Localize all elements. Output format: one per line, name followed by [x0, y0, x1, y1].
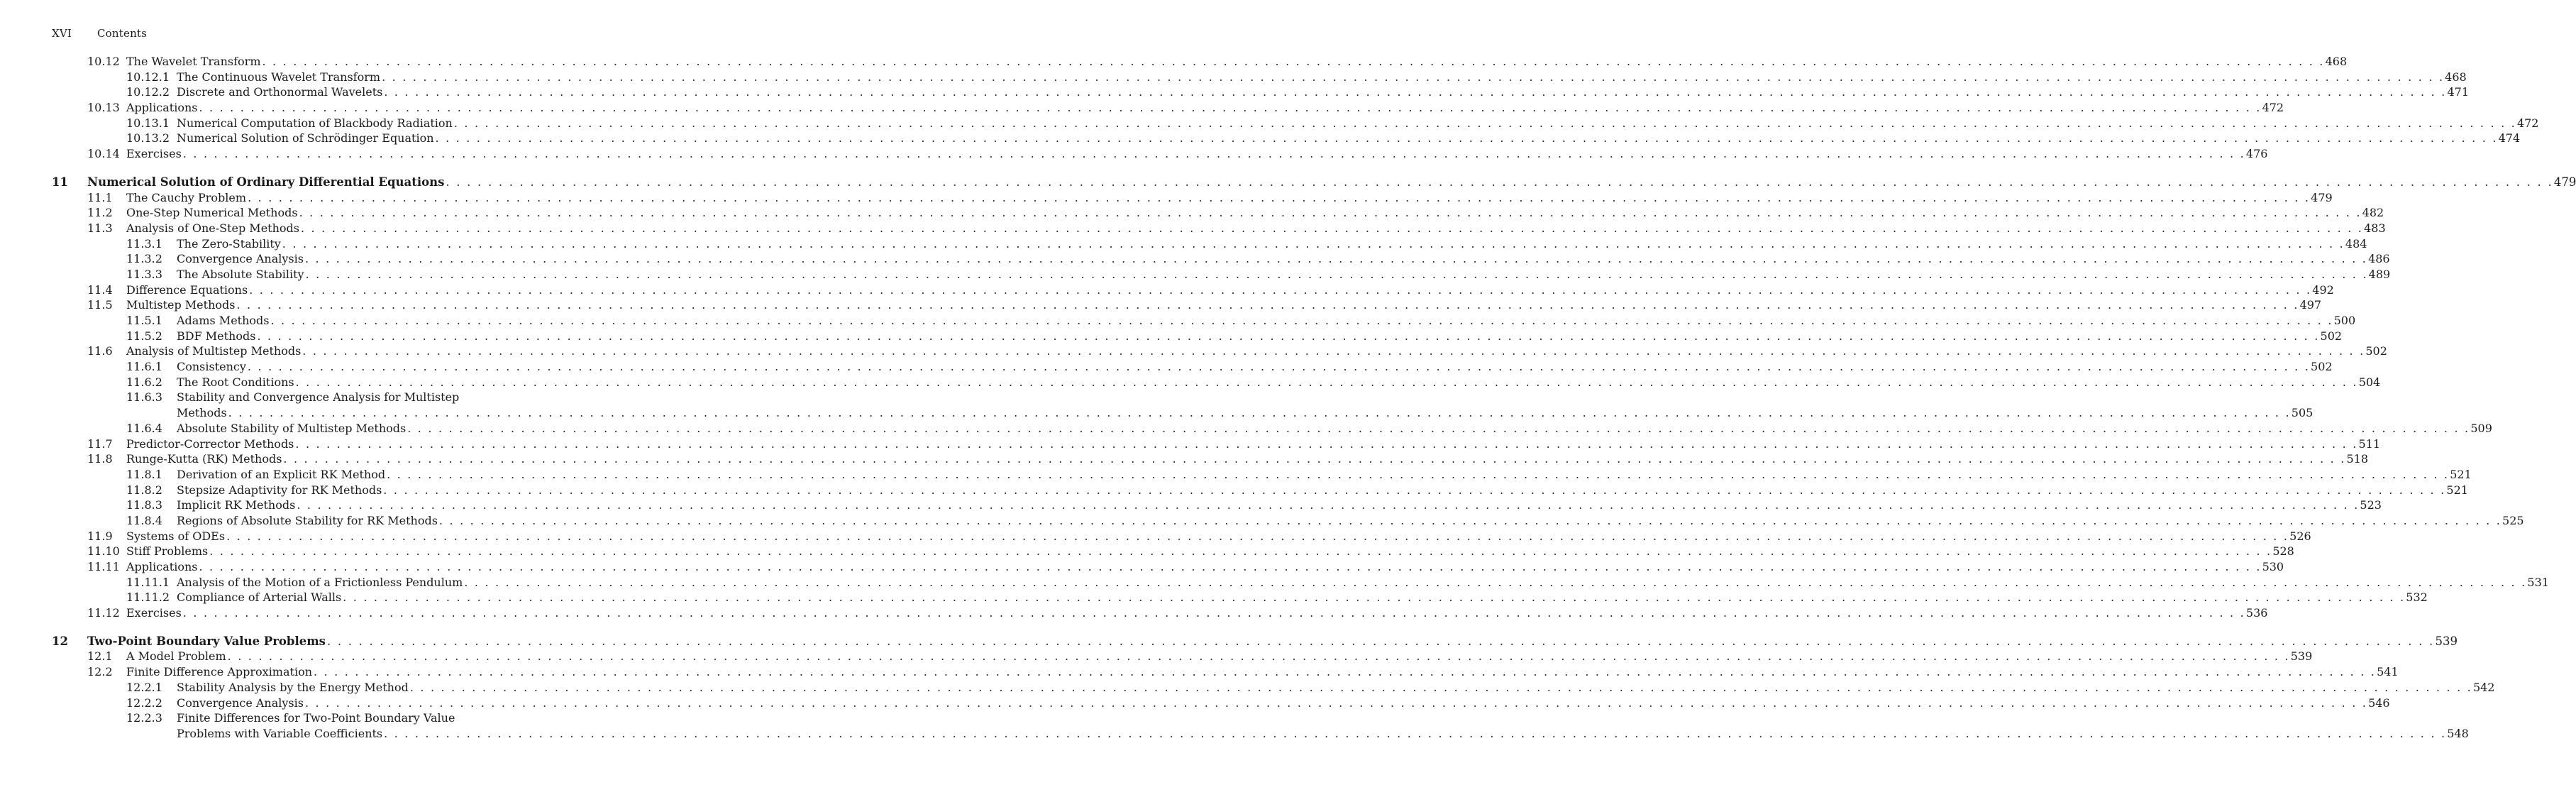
toc-entry[interactable]	[52, 467, 2472, 483]
entry-title: Absolute Stability of Multistep Methods	[177, 421, 407, 435]
dot-leader: . . . . . . . . . . . . . . . . . . . . . . . . . . . . . . . . . . . . . . . . . . . . . . . . . . . . . . . . . . . . . . . . . . . . . . . . . . . . . . . . . . . . . . . . . . . . . . . . . . . . . . . . . . . . . . . . . . . . . . . . . . . . . . . . . . . . . . . . . . . . . . . . . . . . . . . . . . . . . . . . . . . . . . . . . . . . . . . . . . . . . . . . . . . . . . . . . . . . . . . .	[384, 726, 2447, 740]
toc-entry[interactable]	[52, 575, 2549, 590]
section-gap	[52, 162, 528, 175]
entry-number: 11.6.1	[126, 360, 162, 374]
dot-leader: . . . . . . . . . . . . . . . . . . . . . . . . . . . . . . . . . . . . . . . . . . . . . . . . . . . . . . . . . . . . . . . . . . . . . . . . . . . . . . . . . . . . . . . . . . . . . . . . . . . . . . . . . . . . . . . . . . . . . . . . . . . . . . . . . . . . . . . . . . . . . . . . . . . . . . . . . . . . . . . . . . . . . . . . . . . . . . . . . . . . . . . . . . . . . . . . . . . . . . . .	[304, 252, 2368, 266]
entry-page-number: 483	[2364, 221, 2386, 235]
toc-entry[interactable]	[52, 513, 2524, 529]
entry-title-line	[177, 405, 2314, 421]
dot-leader: . . . . . . . . . . . . . . . . . . . . . . . . . . . . . . . . . . . . . . . . . . . . . . . . . . . . . . . . . . . . . . . . . . . . . . . . . . . . . . . . . . . . . . . . . . . . . . . . . . . . . . . . . . . . . . . . . . . . . . . . . . . . . . . . . . . . . . . . . . . . . . . . . . . . . . . . . . . . . . . . . . . . . . . . . . . . . . . . . . . . . . . . . . . . . . . . . . . . . . . .	[383, 483, 2446, 497]
entry-number: 11.9	[87, 529, 113, 543]
entry-page-number: 472	[2516, 116, 2539, 130]
dot-leader: . . . . . . . . . . . . . . . . . . . . . . . . . . . . . . . . . . . . . . . . . . . . . . . . . . . . . . . . . . . . . . . . . . . . . . . . . . . . . . . . . . . . . . . . . . . . . . . . . . . . . . . . . . . . . . . . . . . . . . . . . . . . . . . . . . . . . . . . . . . . . . . . . . . . . . . . . . . . . . . . . . . . . . . . . . . . . . . . . . . . . . . . . . . . . . . . . . . . . . . .	[228, 406, 2291, 420]
dot-leader: . . . . . . . . . . . . . . . . . . . . . . . . . . . . . . . . . . . . . . . . . . . . . . . . . . . . . . . . . . . . . . . . . . . . . . . . . . . . . . . . . . . . . . . . . . . . . . . . . . . . . . . . . . . . . . . . . . . . . . . . . . . . . . . . . . . . . . . . . . . . . . . . . . . . . . . . . . . . . . . . . . . . . . . . . . . . . . . . . . . . . . . . . . . . . . . . . . . . . . . .	[227, 649, 2290, 664]
entry-title-line	[177, 390, 459, 405]
toc-entry[interactable]	[52, 70, 2467, 85]
toc-entry[interactable]	[52, 313, 2356, 329]
entry-title-line	[177, 116, 2539, 131]
entry-title-line	[126, 146, 2268, 162]
dot-leader: . . . . . . . . . . . . . . . . . . . . . . . . . . . . . . . . . . . . . . . . . . . . . . . . . . . . . . . . . . . . . . . . . . . . . . . . . . . . . . . . . . . . . . . . . . . . . . . . . . . . . . . . . . . . . . . . . . . . . . . . . . . . . . . . . . . . . . . . . . . . . . . . . . . . . . . . . . . . . . . . . . . . . . . . . . . . . . . . . . . . . . . . . . . . . . . . . . . . . . . .	[304, 696, 2368, 710]
entry-title: Runge-Kutta (RK) Methods	[126, 452, 282, 466]
entry-number: 11.8.2	[126, 483, 162, 497]
entry-number: 11.8.3	[126, 498, 162, 512]
entry-title: Multistep Methods	[126, 298, 236, 312]
entry-title: Applications	[126, 101, 198, 115]
toc-entry[interactable]	[52, 451, 2369, 467]
entry-title-line	[126, 297, 2322, 313]
header-title: Contents	[97, 27, 148, 40]
entry-number: 11.7	[87, 436, 113, 451]
toc-entry[interactable]	[52, 649, 2313, 664]
entry-number: 11.5.1	[126, 314, 162, 327]
dot-leader: . . . . . . . . . . . . . . . . . . . . . . . . . . . . . . . . . . . . . . . . . . . . . . . . . . . . . . . . . . . . . . . . . . . . . . . . . . . . . . . . . . . . . . . . . . . . . . . . . . . . . . . . . . . . . . . . . . . . . . . . . . . . . . . . . . . . . . . . . . . . . . . . . . . . . . . . . . . . . . . . . . . . . . . . . . . . . . . . . . . . . . . . . . . . . . . . . . . . . . . .	[199, 101, 2262, 115]
entry-number: 11.2	[87, 206, 113, 220]
toc-entry[interactable]	[52, 131, 2521, 146]
dot-leader: . . . . . . . . . . . . . . . . . . . . . . . . . . . . . . . . . . . . . . . . . . . . . . . . . . . . . . . . . . . . . . . . . . . . . . . . . . . . . . . . . . . . . . . . . . . . . . . . . . . . . . . . . . . . . . . . . . . . . . . . . . . . . . . . . . . . . . . . . . . . . . . . . . . . . . . . . . . . . . . . . . . . . . . . . . . . . . . . . . . . . . . . . . . . . . . . . . . . . . . .	[384, 85, 2447, 99]
toc-entry[interactable]	[52, 251, 2390, 267]
entry-page-number: 497	[2299, 298, 2322, 312]
dot-leader: . . . . . . . . . . . . . . . . . . . . . . . . . . . . . . . . . . . . . . . . . . . . . . . . . . . . . . . . . . . . . . . . . . . . . . . . . . . . . . . . . . . . . . . . . . . . . . . . . . . . . . . . . . . . . . . . . . . . . . . . . . . . . . . . . . . . . . . . . . . . . . . . . . . . . . . . . . . . . . . . . . . . . . . . . . . . . . . . . . . . . . . . . . . . . . . . . . . . . . . .	[295, 375, 2358, 389]
entry-title: Difference Equations	[126, 282, 248, 297]
entry-title-line	[177, 236, 2367, 252]
toc-entry[interactable]	[52, 190, 2333, 206]
entry-title: Derivation of an Explicit RK Method	[177, 467, 386, 481]
dot-leader: . . . . . . . . . . . . . . . . . . . . . . . . . . . . . . . . . . . . . . . . . . . . . . . . . . . . . . . . . . . . . . . . . . . . . . . . . . . . . . . . . . . . . . . . . . . . . . . . . . . . . . . . . . . . . . . . . . . . . . . . . . . . . . . . . . . . . . . . . . . . . . . . . . . . . . . . . . . . . . . . . . . . . . . . . . . . . . . . . . . . . . . . . . . . . . . . . . . . . . . .	[343, 590, 2406, 605]
toc-entry[interactable]	[52, 390, 528, 405]
toc-entry[interactable]	[52, 726, 2469, 742]
toc-entry[interactable]	[52, 221, 2386, 236]
dot-leader: . . . . . . . . . . . . . . . . . . . . . . . . . . . . . . . . . . . . . . . . . . . . . . . . . . . . . . . . . . . . . . . . . . . . . . . . . . . . . . . . . . . . . . . . . . . . . . . . . . . . . . . . . . . . . . . . . . . . . . . . . . . . . . . . . . . . . . . . . . . . . . . . . . . . . . . . . . . . . . . . . . . . . . . . . . . . . . . . . . . . . . . . . . . . . . . . . . . . . . . .	[282, 236, 2345, 251]
toc-entry[interactable]	[52, 116, 2539, 131]
dot-leader: . . . . . . . . . . . . . . . . . . . . . . . . . . . . . . . . . . . . . . . . . . . . . . . . . . . . . . . . . . . . . . . . . . . . . . . . . . . . . . . . . . . . . . . . . . . . . . . . . . . . . . . . . . . . . . . . . . . . . . . . . . . . . . . . . . . . . . . . . . . . . . . . . . . . . . . . . . . . . . . . . . . . . . . . . . . . . . . . . . . . . . . . . . . . . . . . . . . . . . . .	[305, 267, 2368, 281]
dot-leader: . . . . . . . . . . . . . . . . . . . . . . . . . . . . . . . . . . . . . . . . . . . . . . . . . . . . . . . . . . . . . . . . . . . . . . . . . . . . . . . . . . . . . . . . . . . . . . . . . . . . . . . . . . . . . . . . . . . . . . . . . . . . . . . . . . . . . . . . . . . . . . . . . . . . . . . . . . . . . . . . . . . . . . . . . . . . . . . . . . . . . . . . . . . . . . . . . . . . . . . .	[464, 575, 2527, 589]
dot-leader: . . . . . . . . . . . . . . . . . . . . . . . . . . . . . . . . . . . . . . . . . . . . . . . . . . . . . . . . . . . . . . . . . . . . . . . . . . . . . . . . . . . . . . . . . . . . . . . . . . . . . . . . . . . . . . . . . . . . . . . . . . . . . . . . . . . . . . . . . . . . . . . . . . . . . . . . . . . . . . . . . . . . . . . . . . . . . . . . . . . . . . . . . . . . . . . . . . . . . . . .	[297, 498, 2360, 512]
entry-number: 11.11	[87, 560, 120, 573]
entry-number: 11	[52, 175, 68, 189]
entry-title-line	[177, 467, 2472, 483]
dot-leader: . . . . . . . . . . . . . . . . . . . . . . . . . . . . . . . . . . . . . . . . . . . . . . . . . . . . . . . . . . . . . . . . . . . . . . . . . . . . . . . . . . . . . . . . . . . . . . . . . . . . . . . . . . . . . . . . . . . . . . . . . . . . . . . . . . . . . . . . . . . . . . . . . . . . . . . . . . . . . . . . . . . . . . . . . . . . . . . . . . . . . . . . . . . . . . . . . . . . . . . .	[262, 55, 2325, 68]
toc-entry[interactable]	[52, 343, 2387, 359]
entry-number: 11.1	[87, 190, 113, 204]
entry-page-number: 492	[2312, 282, 2334, 297]
entry-title-line	[177, 575, 2549, 590]
entry-title: One-Step Numerical Methods	[126, 206, 298, 220]
entry-title: Convergence Analysis	[177, 252, 304, 266]
toc-entry[interactable]	[52, 267, 2391, 282]
entry-title-line	[177, 590, 2428, 605]
entry-title: The Continuous Wavelet Transform	[177, 70, 381, 84]
entry-page-number: 530	[2262, 560, 2284, 573]
entry-number: 11.11.2	[126, 590, 170, 605]
entry-number: 11.11.1	[126, 575, 170, 589]
entry-title: Numerical Solution of Schrödinger Equation	[177, 131, 434, 145]
entry-page-number: 523	[2360, 498, 2382, 512]
toc-entry[interactable]	[52, 590, 2428, 605]
entry-title: The Root Conditions	[177, 375, 294, 389]
dot-leader: . . . . . . . . . . . . . . . . . . . . . . . . . . . . . . . . . . . . . . . . . . . . . . . . . . . . . . . . . . . . . . . . . . . . . . . . . . . . . . . . . . . . . . . . . . . . . . . . . . . . . . . . . . . . . . . . . . . . . . . . . . . . . . . . . . . . . . . . . . . . . . . . . . . . . . . . . . . . . . . . . . . . . . . . . . . . . . . . . . . . . . . . . . . . . . . . . . . . . . . .	[300, 221, 2364, 235]
dot-leader: . . . . . . . . . . . . . . . . . . . . . . . . . . . . . . . . . . . . . . . . . . . . . . . . . . . . . . . . . . . . . . . . . . . . . . . . . . . . . . . . . . . . . . . . . . . . . . . . . . . . . . . . . . . . . . . . . . . . . . . . . . . . . . . . . . . . . . . . . . . . . . . . . . . . . . . . . . . . . . . . . . . . . . . . . . . . . . . . . . . . . . . . . . . . . . . . . . . . . . . .	[270, 314, 2333, 327]
dot-leader: . . . . . . . . . . . . . . . . . . . . . . . . . . . . . . . . . . . . . . . . . . . . . . . . . . . . . . . . . . . . . . . . . . . . . . . . . . . . . . . . . . . . . . . . . . . . . . . . . . . . . . . . . . . . . . . . . . . . . . . . . . . . . . . . . . . . . . . . . . . . . . . . . . . . . . . . . . . . . . . . . . . . . . . . . . . . . . . . . . . . . . . . . . . . . . . . . . . . . . . .	[226, 529, 2289, 543]
dot-leader: . . . . . . . . . . . . . . . . . . . . . . . . . . . . . . . . . . . . . . . . . . . . . . . . . . . . . . . . . . . . . . . . . . . . . . . . . . . . . . . . . . . . . . . . . . . . . . . . . . . . . . . . . . . . . . . . . . . . . . . . . . . . . . . . . . . . . . . . . . . . . . . . . . . . . . . . . . . . . . . . . . . . . . . . . . . . . . . . . . . . . . . . . . . . . . . . . . . . . . . .	[382, 70, 2445, 84]
entry-title: Numerical Computation of Blackbody Radiation	[177, 116, 453, 130]
entry-page-number: 505	[2291, 406, 2314, 420]
entry-page-number: 479	[2553, 175, 2576, 189]
entry-title-line	[126, 54, 2348, 70]
entry-page-number: 471	[2447, 85, 2469, 99]
entry-number: 10.13	[87, 101, 120, 115]
entry-number: 11.12	[87, 606, 120, 620]
entry-title: BDF Methods	[177, 329, 256, 343]
entry-title-line	[177, 696, 2390, 711]
dot-leader: . . . . . . . . . . . . . . . . . . . . . . . . . . . . . . . . . . . . . . . . . . . . . . . . . . . . . . . . . . . . . . . . . . . . . . . . . . . . . . . . . . . . . . . . . . . . . . . . . . . . . . . . . . . . . . . . . . . . . . . . . . . . . . . . . . . . . . . . . . . . . . . . . . . . . . . . . . . . . . . . . . . . . . . . . . . . . . . . . . . . . . . . . . . . . . . . . . . . . . . .	[248, 190, 2311, 204]
dot-leader: . . . . . . . . . . . . . . . . . . . . . . . . . . . . . . . . . . . . . . . . . . . . . . . . . . . . . . . . . . . . . . . . . . . . . . . . . . . . . . . . . . . . . . . . . . . . . . . . . . . . . . . . . . . . . . . . . . . . . . . . . . . . . . . . . . . . . . . . . . . . . . . . . . . . . . . . . . . . . . . . . . . . . . . . . . . . . . . . . . . . . . . . . . . . . . . . . . . . . . . .	[299, 206, 2362, 220]
entry-title-line	[126, 451, 2369, 467]
entry-title-line	[126, 190, 2333, 206]
entry-number: 12.1	[87, 649, 113, 664]
toc-entry[interactable]	[52, 100, 2284, 116]
entry-title-line	[126, 664, 2399, 680]
toc-entry[interactable]	[52, 544, 2294, 559]
entry-title: Consistency	[177, 360, 246, 374]
entry-title-line	[126, 559, 2284, 575]
entry-number: 11.3	[87, 221, 113, 235]
entry-title-line	[177, 483, 2468, 498]
entry-title: Predictor-Corrector Methods	[126, 436, 294, 451]
toc-entry[interactable]	[52, 84, 2469, 100]
toc-chapter-entry[interactable]	[52, 634, 2458, 649]
entry-title-line	[126, 100, 2284, 116]
entry-title: Methods	[177, 406, 227, 420]
entry-title-line	[177, 251, 2390, 267]
entry-page-number: 548	[2447, 726, 2469, 740]
entry-number: 10.12.2	[126, 85, 170, 99]
entry-number: 10.12	[87, 55, 120, 68]
entry-title-line	[177, 70, 2467, 85]
entry-title: Regions of Absolute Stability for RK Methods	[177, 513, 438, 527]
entry-number: 10.12.1	[126, 70, 170, 84]
entry-page-number: 518	[2346, 452, 2369, 466]
dot-leader: . . . . . . . . . . . . . . . . . . . . . . . . . . . . . . . . . . . . . . . . . . . . . . . . . . . . . . . . . . . . . . . . . . . . . . . . . . . . . . . . . . . . . . . . . . . . . . . . . . . . . . . . . . . . . . . . . . . . . . . . . . . . . . . . . . . . . . . . . . . . . . . . . . . . . . . . . . . . . . . . . . . . . . . . . . . . . . . . . . . . . . . . . . . . . . . . . . . . . . . .	[236, 298, 2299, 312]
entry-title-line	[126, 529, 2311, 544]
entry-title: Problems with Variable Coefficients	[177, 726, 383, 740]
entry-number: 12	[52, 634, 68, 648]
entry-title: Analysis of Multistep Methods	[126, 344, 302, 358]
entry-number: 11.4	[87, 282, 113, 297]
entry-page-number: 539	[2290, 649, 2313, 664]
entry-title-line	[87, 175, 2576, 190]
dot-leader: . . . . . . . . . . . . . . . . . . . . . . . . . . . . . . . . . . . . . . . . . . . . . . . . . . . . . . . . . . . . . . . . . . . . . . . . . . . . . . . . . . . . . . . . . . . . . . . . . . . . . . . . . . . . . . . . . . . . . . . . . . . . . . . . . . . . . . . . . . . . . . . . . . . . . . . . . . . . . . . . . . . . . . . . . . . . . . . . . . . . . . . . . . . . . . . . . . . . . . . .	[295, 436, 2358, 451]
dot-leader: . . . . . . . . . . . . . . . . . . . . . . . . . . . . . . . . . . . . . . . . . . . . . . . . . . . . . . . . . . . . . . . . . . . . . . . . . . . . . . . . . . . . . . . . . . . . . . . . . . . . . . . . . . . . . . . . . . . . . . . . . . . . . . . . . . . . . . . . . . . . . . . . . . . . . . . . . . . . . . . . . . . . . . . . . . . . . . . . . . . . . . . . . . . . . . . . . . . . . . . .	[209, 544, 2272, 559]
entry-title: Numerical Solution of Ordinary Differential Equations	[87, 175, 445, 189]
table-of-contents	[52, 54, 2576, 742]
entry-page-number: 476	[2245, 147, 2268, 161]
entry-number: 11.6	[87, 344, 113, 358]
entry-page-number: 486	[2368, 252, 2390, 266]
entry-title-line	[126, 343, 2387, 359]
entry-title-line	[177, 498, 2382, 513]
entry-page-number: 504	[2358, 375, 2381, 389]
toc-entry[interactable]	[52, 375, 2381, 390]
entry-page-number: 502	[2311, 360, 2333, 374]
entry-number: 11.3.1	[126, 236, 162, 251]
entry-title: Finite Difference Approximation	[126, 665, 312, 679]
dot-leader: . . . . . . . . . . . . . . . . . . . . . . . . . . . . . . . . . . . . . . . . . . . . . . . . . . . . . . . . . . . . . . . . . . . . . . . . . . . . . . . . . . . . . . . . . . . . . . . . . . . . . . . . . . . . . . . . . . . . . . . . . . . . . . . . . . . . . . . . . . . . . . . . . . . . . . . . . . . . . . . . . . . . . . . . . . . . . . . . . . . . . . . . . . . . . . . . . . . . . . . .	[438, 513, 2502, 527]
entry-page-number: 489	[2368, 267, 2391, 281]
entry-page-number: 539	[2435, 634, 2458, 648]
toc-entry[interactable]	[52, 205, 2384, 221]
entry-title: Analysis of the Motion of a Frictionless Pendulum	[177, 575, 463, 589]
entry-page-number: 468	[2445, 70, 2467, 84]
toc-entry[interactable]	[52, 559, 2284, 575]
entry-title: A Model Problem	[126, 649, 226, 664]
entry-page-number: 500	[2333, 314, 2356, 327]
entry-title: The Wavelet Transform	[126, 55, 261, 68]
entry-title: Analysis of One-Step Methods	[126, 221, 299, 235]
dot-leader: . . . . . . . . . . . . . . . . . . . . . . . . . . . . . . . . . . . . . . . . . . . . . . . . . . . . . . . . . . . . . . . . . . . . . . . . . . . . . . . . . . . . . . . . . . . . . . . . . . . . . . . . . . . . . . . . . . . . . . . . . . . . . . . . . . . . . . . . . . . . . . . . . . . . . . . . . . . . . . . . . . . . . . . . . . . . . . . . . . . . . . . . . . . . . . . . . . . . . . . .	[409, 680, 2472, 694]
entry-page-number: 542	[2472, 680, 2495, 694]
dot-leader: . . . . . . . . . . . . . . . . . . . . . . . . . . . . . . . . . . . . . . . . . . . . . . . . . . . . . . . . . . . . . . . . . . . . . . . . . . . . . . . . . . . . . . . . . . . . . . . . . . . . . . . . . . . . . . . . . . . . . . . . . . . . . . . . . . . . . . . . . . . . . . . . . . . . . . . . . . . . . . . . . . . . . . . . . . . . . . . . . . . . . . . . . . . . . . . . . . . . . . . .	[257, 329, 2320, 343]
entry-title: The Zero-Stability	[177, 236, 281, 251]
entry-number: 12.2	[87, 665, 113, 679]
entry-page-number: 484	[2345, 236, 2367, 251]
dot-leader: . . . . . . . . . . . . . . . . . . . . . . . . . . . . . . . . . . . . . . . . . . . . . . . . . . . . . . . . . . . . . . . . . . . . . . . . . . . . . . . . . . . . . . . . . . . . . . . . . . . . . . . . . . . . . . . . . . . . . . . . . . . . . . . . . . . . . . . . . . . . . . . . . . . . . . . . . . . . . . . . . . . . . . . . . . . . . . . . . . . . . . . . . . . . . . . . . . . . . . . .	[247, 360, 2311, 374]
entry-title: Exercises	[126, 606, 182, 620]
toc-entry[interactable]	[52, 359, 2333, 375]
entry-title-line	[177, 313, 2356, 329]
entry-title: Stiff Problems	[126, 544, 209, 559]
entry-page-number: 468	[2325, 55, 2348, 68]
toc-entry[interactable]	[52, 329, 2343, 344]
entry-title: Applications	[126, 560, 198, 573]
entry-page-number: 532	[2406, 590, 2428, 605]
entry-title: The Absolute Stability	[177, 267, 304, 281]
entry-number: 10.14	[87, 147, 120, 161]
entry-title: Discrete and Orthonormal Wavelets	[177, 85, 383, 99]
entry-title: The Cauchy Problem	[126, 190, 247, 204]
toc-entry[interactable]	[52, 710, 528, 726]
entry-title: Compliance of Arterial Walls	[177, 590, 342, 605]
entry-title-line	[126, 605, 2268, 621]
entry-title-line	[177, 359, 2333, 375]
entry-page-number: 474	[2498, 131, 2521, 145]
entry-title-line	[126, 282, 2334, 298]
entry-title-line	[126, 221, 2386, 236]
entry-page-number: 511	[2358, 436, 2381, 451]
entry-page-number: 472	[2262, 101, 2284, 115]
entry-title: Convergence Analysis	[177, 696, 304, 710]
entry-title-line	[177, 726, 2469, 742]
section-gap	[52, 621, 528, 634]
dot-leader: . . . . . . . . . . . . . . . . . . . . . . . . . . . . . . . . . . . . . . . . . . . . . . . . . . . . . . . . . . . . . . . . . . . . . . . . . . . . . . . . . . . . . . . . . . . . . . . . . . . . . . . . . . . . . . . . . . . . . . . . . . . . . . . . . . . . . . . . . . . . . . . . . . . . . . . . . . . . . . . . . . . . . . . . . . . . . . . . . . . . . . . . . . . . . . . . . . . . . . . .	[182, 147, 2245, 161]
entry-title-line	[126, 205, 2384, 221]
entry-title-line	[177, 375, 2381, 390]
entry-number: 10.13.1	[126, 116, 170, 130]
entry-title-line	[177, 131, 2521, 146]
toc-chapter-entry[interactable]	[52, 175, 2576, 190]
entry-title-line	[177, 267, 2391, 282]
entry-title: Adams Methods	[177, 314, 270, 327]
entry-title: Stability and Convergence Analysis for Multistep	[177, 390, 460, 405]
entry-page-number: 521	[2446, 483, 2468, 497]
entry-title-line	[126, 649, 2313, 664]
entry-page-number: 502	[2320, 329, 2343, 343]
entry-title: Stepsize Adaptivity for RK Methods	[177, 483, 382, 497]
entry-page-number: 502	[2365, 344, 2387, 358]
dot-leader: . . . . . . . . . . . . . . . . . . . . . . . . . . . . . . . . . . . . . . . . . . . . . . . . . . . . . . . . . . . . . . . . . . . . . . . . . . . . . . . . . . . . . . . . . . . . . . . . . . . . . . . . . . . . . . . . . . . . . . . . . . . . . . . . . . . . . . . . . . . . . . . . . . . . . . . . . . . . . . . . . . . . . . . . . . . . . . . . . . . . . . . . . . . . . . . . . . . . . . . .	[199, 560, 2262, 573]
dot-leader: . . . . . . . . . . . . . . . . . . . . . . . . . . . . . . . . . . . . . . . . . . . . . . . . . . . . . . . . . . . . . . . . . . . . . . . . . . . . . . . . . . . . . . . . . . . . . . . . . . . . . . . . . . . . . . . . . . . . . . . . . . . . . . . . . . . . . . . . . . . . . . . . . . . . . . . . . . . . . . . . . . . . . . . . . . . . . . . . . . . . . . . . . . . . . . . . . . . . . . . .	[435, 131, 2498, 145]
header-page-number: XVI	[52, 27, 72, 40]
entry-number: 11.3.3	[126, 267, 162, 281]
entry-number: 11.5.2	[126, 329, 162, 343]
dot-leader: . . . . . . . . . . . . . . . . . . . . . . . . . . . . . . . . . . . . . . . . . . . . . . . . . . . . . . . . . . . . . . . . . . . . . . . . . . . . . . . . . . . . . . . . . . . . . . . . . . . . . . . . . . . . . . . . . . . . . . . . . . . . . . . . . . . . . . . . . . . . . . . . . . . . . . . . . . . . . . . . . . . . . . . . . . . . . . . . . . . . . . . . . . . . . . . . . . . . . . . .	[446, 175, 2553, 189]
entry-title-line	[126, 544, 2294, 559]
entry-number: 11.8.4	[126, 513, 162, 527]
entry-page-number: 528	[2272, 544, 2294, 559]
entry-number: 11.6.2	[126, 375, 162, 389]
entry-title: Exercises	[126, 147, 182, 161]
toc-entry[interactable]	[52, 498, 2382, 513]
entry-number: 11.5	[87, 298, 113, 312]
dot-leader: . . . . . . . . . . . . . . . . . . . . . . . . . . . . . . . . . . . . . . . . . . . . . . . . . . . . . . . . . . . . . . . . . . . . . . . . . . . . . . . . . . . . . . . . . . . . . . . . . . . . . . . . . . . . . . . . . . . . . . . . . . . . . . . . . . . . . . . . . . . . . . . . . . . . . . . . . . . . . . . . . . . . . . . . . . . . . . . . . . . . . . . . . . . . . . . . . . . . . . . .	[249, 282, 2312, 297]
toc-entry[interactable]	[52, 405, 2314, 421]
toc-entry[interactable]	[52, 146, 2268, 162]
entry-title: Two-Point Boundary Value Problems	[87, 634, 326, 648]
entry-page-number: 509	[2470, 421, 2492, 435]
dot-leader: . . . . . . . . . . . . . . . . . . . . . . . . . . . . . . . . . . . . . . . . . . . . . . . . . . . . . . . . . . . . . . . . . . . . . . . . . . . . . . . . . . . . . . . . . . . . . . . . . . . . . . . . . . . . . . . . . . . . . . . . . . . . . . . . . . . . . . . . . . . . . . . . . . . . . . . . . . . . . . . . . . . . . . . . . . . . . . . . . . . . . . . . . . . . . . . . . . . . . . . .	[407, 421, 2470, 435]
entry-page-number: 479	[2311, 190, 2333, 204]
toc-entry[interactable]	[52, 664, 2399, 680]
toc-entry[interactable]	[52, 483, 2468, 498]
dot-leader: . . . . . . . . . . . . . . . . . . . . . . . . . . . . . . . . . . . . . . . . . . . . . . . . . . . . . . . . . . . . . . . . . . . . . . . . . . . . . . . . . . . . . . . . . . . . . . . . . . . . . . . . . . . . . . . . . . . . . . . . . . . . . . . . . . . . . . . . . . . . . . . . . . . . . . . . . . . . . . . . . . . . . . . . . . . . . . . . . . . . . . . . . . . . . . . . . . . . . . . .	[302, 344, 2365, 358]
entry-number: 10.13.2	[126, 131, 170, 145]
toc-entry[interactable]	[52, 421, 2492, 436]
entry-number: 11.6.3	[126, 390, 162, 405]
entry-page-number: 521	[2450, 467, 2472, 481]
dot-leader: . . . . . . . . . . . . . . . . . . . . . . . . . . . . . . . . . . . . . . . . . . . . . . . . . . . . . . . . . . . . . . . . . . . . . . . . . . . . . . . . . . . . . . . . . . . . . . . . . . . . . . . . . . . . . . . . . . . . . . . . . . . . . . . . . . . . . . . . . . . . . . . . . . . . . . . . . . . . . . . . . . . . . . . . . . . . . . . . . . . . . . . . . . . . . . . . . . . . . . . .	[182, 606, 2245, 620]
dot-leader: . . . . . . . . . . . . . . . . . . . . . . . . . . . . . . . . . . . . . . . . . . . . . . . . . . . . . . . . . . . . . . . . . . . . . . . . . . . . . . . . . . . . . . . . . . . . . . . . . . . . . . . . . . . . . . . . . . . . . . . . . . . . . . . . . . . . . . . . . . . . . . . . . . . . . . . . . . . . . . . . . . . . . . . . . . . . . . . . . . . . . . . . . . . . . . . . . . . . . . . .	[314, 665, 2377, 679]
entry-number: 11.8.1	[126, 467, 162, 481]
entry-number: 11.6.4	[126, 421, 162, 435]
toc-entry[interactable]	[52, 236, 2367, 252]
entry-title-line	[126, 436, 2381, 452]
entry-number: 11.3.2	[126, 252, 162, 266]
entry-page-number: 536	[2245, 606, 2268, 620]
toc-entry[interactable]	[52, 529, 2311, 544]
toc-entry[interactable]	[52, 605, 2268, 621]
toc-entry[interactable]	[52, 680, 2495, 696]
entry-title-line	[177, 329, 2343, 344]
entry-title: Systems of ODEs	[126, 529, 226, 543]
entry-number: 12.2.2	[126, 696, 162, 710]
entry-page-number: 541	[2377, 665, 2399, 679]
entry-number: 12.2.3	[126, 711, 162, 725]
entry-number: 12.2.1	[126, 680, 162, 694]
toc-entry[interactable]	[52, 54, 2348, 70]
toc-entry[interactable]	[52, 282, 2334, 298]
entry-title-line	[177, 680, 2495, 696]
running-header	[52, 27, 147, 40]
dot-leader: . . . . . . . . . . . . . . . . . . . . . . . . . . . . . . . . . . . . . . . . . . . . . . . . . . . . . . . . . . . . . . . . . . . . . . . . . . . . . . . . . . . . . . . . . . . . . . . . . . . . . . . . . . . . . . . . . . . . . . . . . . . . . . . . . . . . . . . . . . . . . . . . . . . . . . . . . . . . . . . . . . . . . . . . . . . . . . . . . . . . . . . . . . . . . . . . . . . . . . . .	[326, 634, 2435, 648]
entry-page-number: 531	[2527, 575, 2549, 589]
dot-leader: . . . . . . . . . . . . . . . . . . . . . . . . . . . . . . . . . . . . . . . . . . . . . . . . . . . . . . . . . . . . . . . . . . . . . . . . . . . . . . . . . . . . . . . . . . . . . . . . . . . . . . . . . . . . . . . . . . . . . . . . . . . . . . . . . . . . . . . . . . . . . . . . . . . . . . . . . . . . . . . . . . . . . . . . . . . . . . . . . . . . . . . . . . . . . . . . . . . . . . . .	[387, 467, 2450, 481]
entry-title: Implicit RK Methods	[177, 498, 296, 512]
toc-entry[interactable]	[52, 436, 2381, 452]
entry-title-line	[177, 710, 455, 726]
entry-number: 11.8	[87, 452, 113, 466]
entry-page-number: 526	[2289, 529, 2311, 543]
entry-page-number: 525	[2502, 513, 2524, 527]
entry-title-line	[177, 513, 2524, 529]
dot-leader: . . . . . . . . . . . . . . . . . . . . . . . . . . . . . . . . . . . . . . . . . . . . . . . . . . . . . . . . . . . . . . . . . . . . . . . . . . . . . . . . . . . . . . . . . . . . . . . . . . . . . . . . . . . . . . . . . . . . . . . . . . . . . . . . . . . . . . . . . . . . . . . . . . . . . . . . . . . . . . . . . . . . . . . . . . . . . . . . . . . . . . . . . . . . . . . . . . . . . . . .	[453, 116, 2516, 130]
entry-page-number: 482	[2362, 206, 2384, 220]
entry-title: Finite Differences for Two-Point Boundary Value	[177, 711, 455, 725]
entry-page-number: 546	[2368, 696, 2390, 710]
entry-title-line	[177, 421, 2492, 436]
entry-title-line	[177, 84, 2469, 100]
entry-title: Stability Analysis by the Energy Method	[177, 680, 409, 694]
entry-title-line	[87, 634, 2458, 649]
dot-leader: . . . . . . . . . . . . . . . . . . . . . . . . . . . . . . . . . . . . . . . . . . . . . . . . . . . . . . . . . . . . . . . . . . . . . . . . . . . . . . . . . . . . . . . . . . . . . . . . . . . . . . . . . . . . . . . . . . . . . . . . . . . . . . . . . . . . . . . . . . . . . . . . . . . . . . . . . . . . . . . . . . . . . . . . . . . . . . . . . . . . . . . . . . . . . . . . . . . . . . . .	[283, 452, 2346, 466]
toc-entry[interactable]	[52, 297, 2322, 313]
entry-number: 11.10	[87, 544, 120, 559]
toc-entry[interactable]	[52, 696, 2390, 711]
